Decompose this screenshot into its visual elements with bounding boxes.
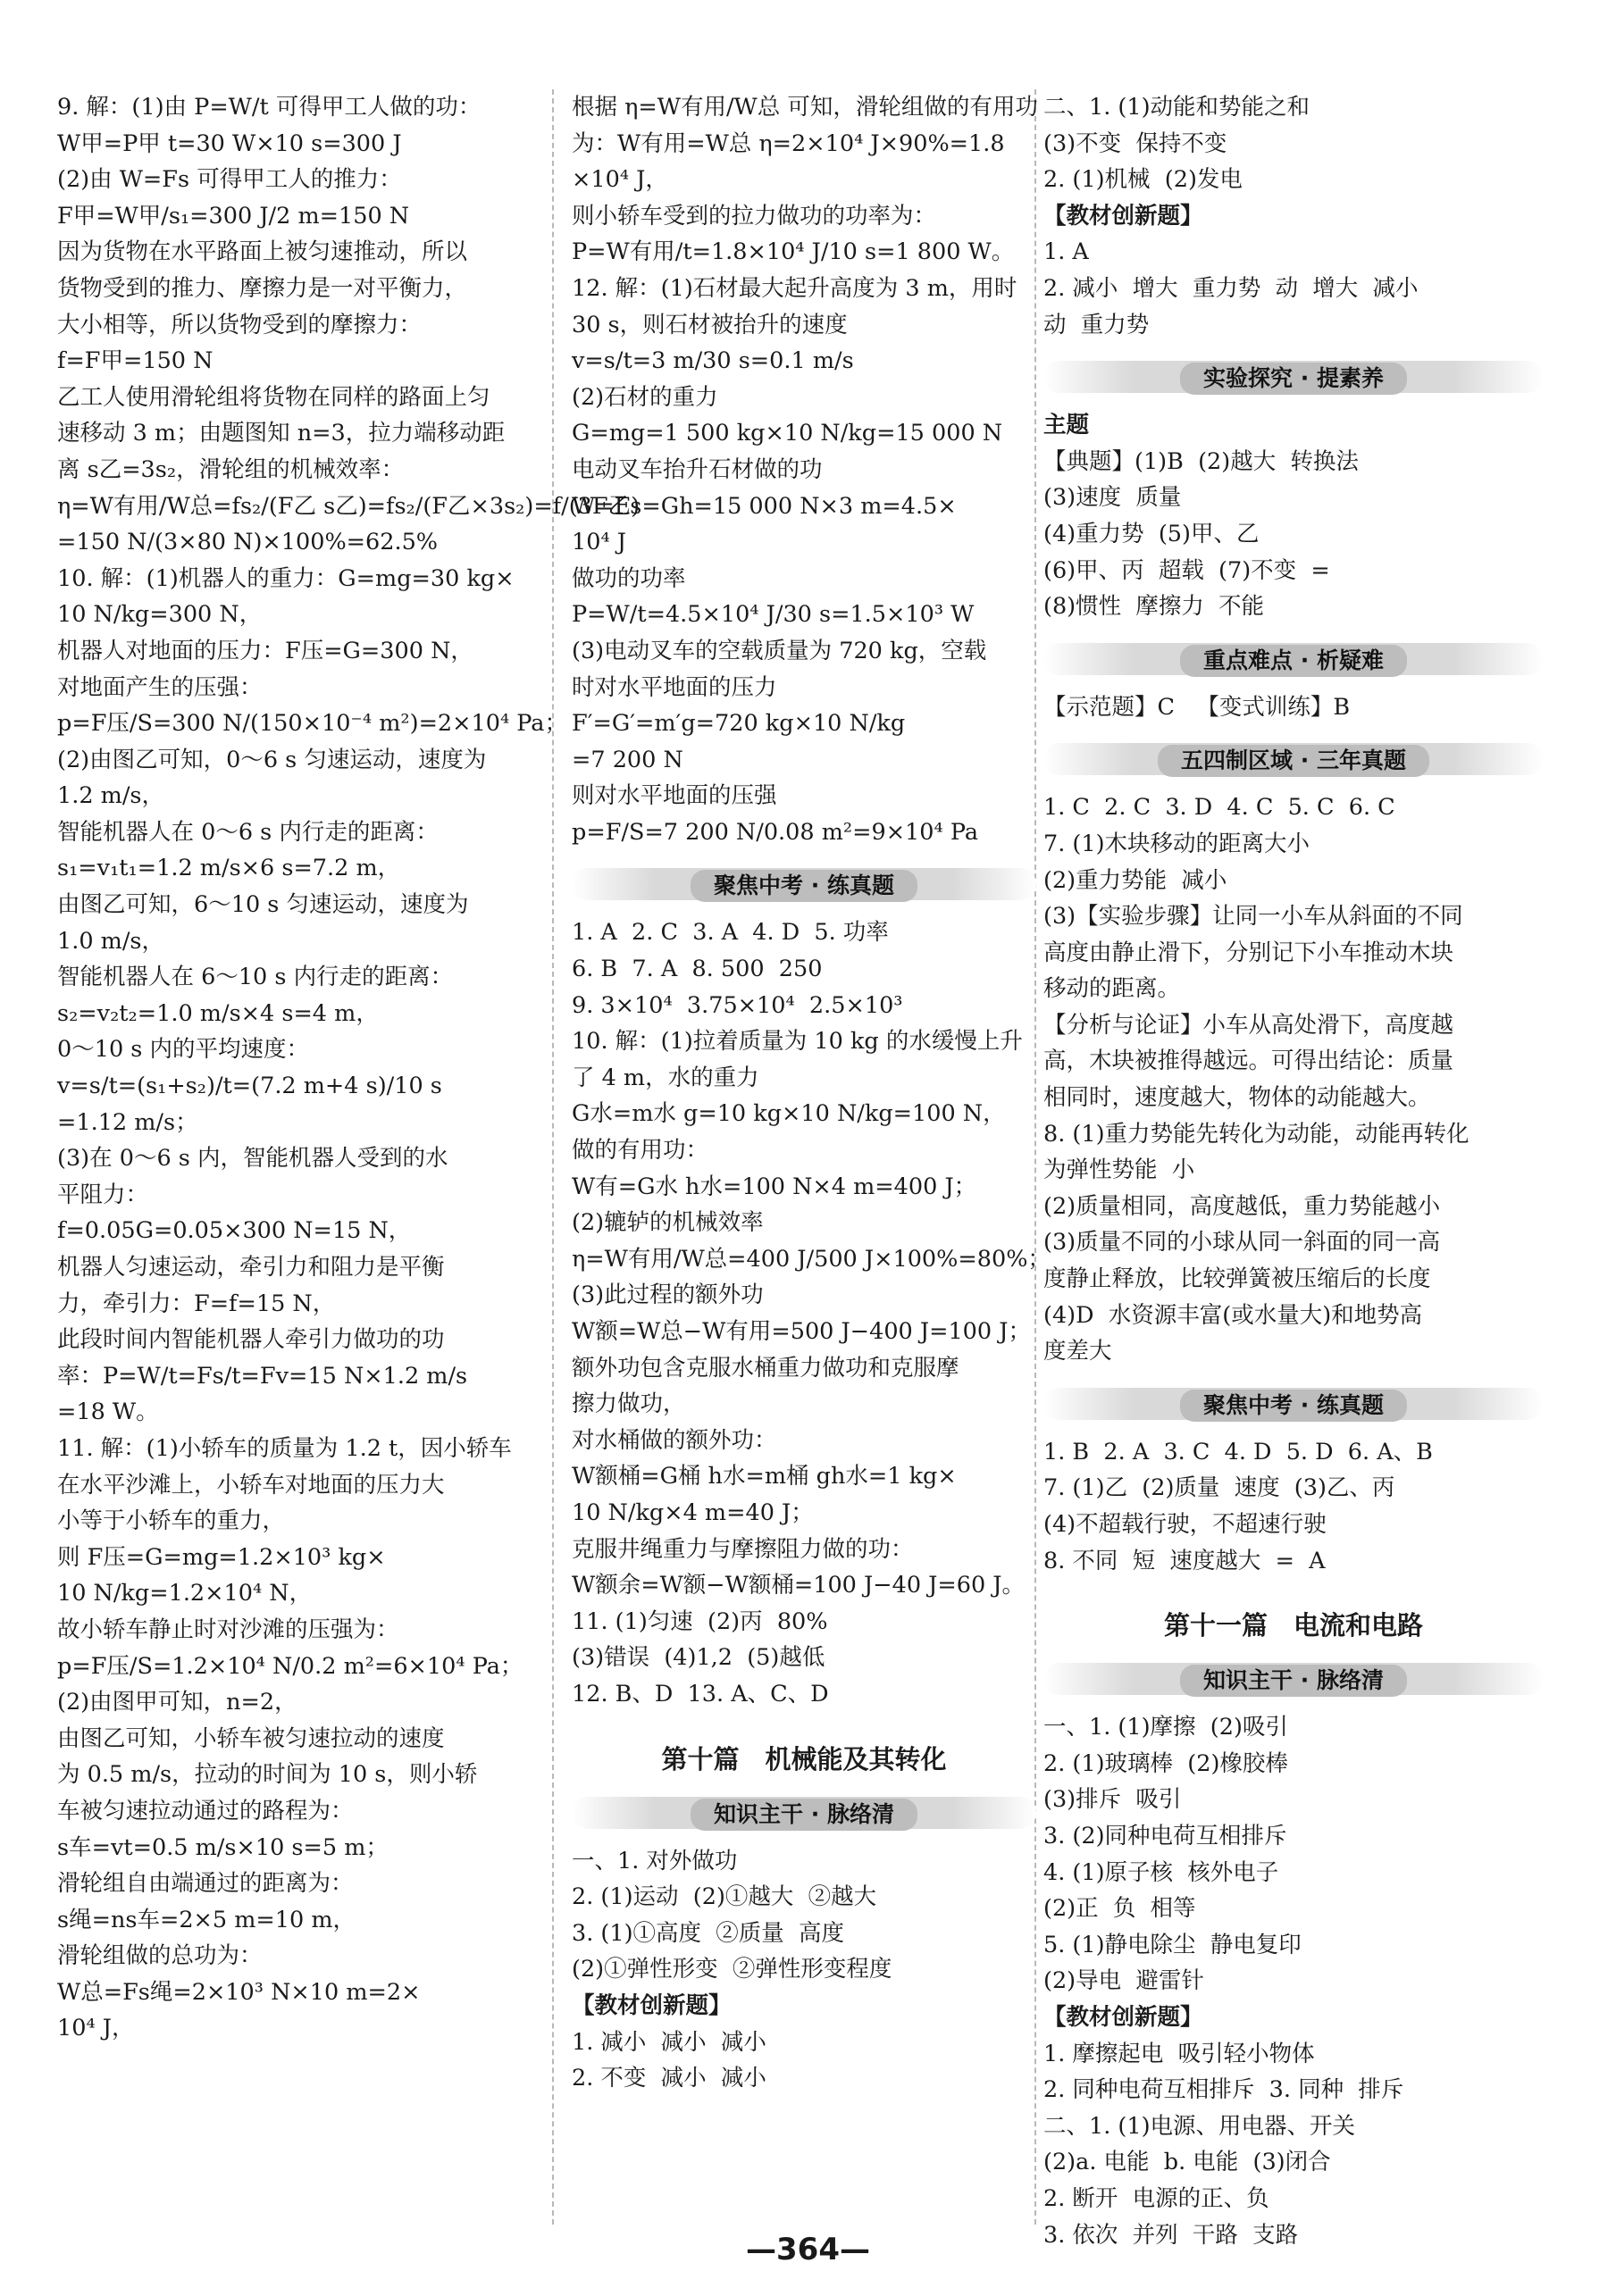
answer-line: 【教材创新题】 xyxy=(572,1991,732,2019)
answer-line: 电动叉车抬升石材做的功 xyxy=(572,455,823,483)
answer-line: 11. 解：(1)小轿车的质量为 1.2 t，因小轿车 xyxy=(57,1434,512,1462)
answer-line: 2. (1)机械 (2)发电 xyxy=(1043,166,1243,194)
answer-line: (4)重力势 (5)甲、乙 xyxy=(1043,520,1260,547)
answer-line: 动 重力势 xyxy=(1043,311,1150,338)
answer-line: F′=G′=m′g=720 kg×10 N/kg xyxy=(572,710,906,738)
answer-line: W=Fs=Gh=15 000 N×3 m=4.5× xyxy=(572,492,957,520)
answer-line: (2)辘轳的机械效率 xyxy=(572,1209,764,1237)
answer-line: (6)甲、丙 超载 (7)不变 = xyxy=(1043,556,1330,584)
answer-line: 克服井绳重力与摩擦阻力做的功： xyxy=(572,1535,914,1563)
answer-line: W额桶=G桶 h水=m桶 gh水=1 kg× xyxy=(572,1463,957,1490)
answer-line: 为弹性势能 小 xyxy=(1043,1156,1195,1184)
answer-line: 10. 解：(1)机器人的重力：G=mg=30 kg× xyxy=(57,564,515,592)
section-banner xyxy=(1043,361,1544,393)
answer-line: 对水桶做的额外功： xyxy=(572,1426,777,1454)
answer-line: 2. (1)玻璃棒 (2)橡胶棒 xyxy=(1043,1749,1288,1777)
answer-line: 力，牵引力：F=f=15 N， xyxy=(57,1290,336,1317)
answer-line: 30 s，则石材被抬升的速度 xyxy=(572,311,848,338)
answer-line: 离 s乙=3s₂，滑轮组的机械效率： xyxy=(57,455,405,483)
answer-line: 小等于小轿车的重力， xyxy=(57,1507,286,1535)
answer-line: 7. (1)乙 (2)质量 速度 (3)乙、丙 xyxy=(1043,1474,1395,1502)
answer-line: 对地面产生的压强： xyxy=(57,673,263,701)
answer-line: 乙工人使用滑轮组将货物在同样的路面上匀 xyxy=(57,383,490,411)
answer-line: 7. (1)木块移动的距离大小 xyxy=(1043,830,1310,857)
answer-line: (2)①弹性形变 ②弹性形变程度 xyxy=(572,1956,892,1983)
answer-line: (2)正 负 相等 xyxy=(1043,1895,1196,1923)
answer-line: f=0.05G=0.05×300 N=15 N， xyxy=(57,1217,412,1245)
answer-line: 做的有用功： xyxy=(572,1137,709,1165)
section-banner-label: 重点难点 · 析疑难 xyxy=(1180,645,1407,677)
section-banner xyxy=(572,1797,1036,1829)
answer-line: 则 F压=G=mg=1.2×10³ kg× xyxy=(57,1543,386,1571)
answer-line: ×10⁴ J， xyxy=(572,166,668,194)
section-banner-label: 实验探究 · 提素养 xyxy=(1180,363,1407,395)
answer-line: 为：W有用=W总 η=2×10⁴ J×90%=1.8 xyxy=(572,129,1005,157)
answer-line: (3)质量不同的小球从同一斜面的同一高 xyxy=(1043,1229,1441,1257)
answer-line: (2)石材的重力 xyxy=(572,383,718,411)
answer-line: (3)电动叉车的空载质量为 720 kg，空载 xyxy=(572,637,987,664)
answer-line: η=W有用/W总=400 J/500 J×100%=80%； xyxy=(572,1245,1051,1273)
answer-line: 3. 依次 并列 干路 支路 xyxy=(1043,2221,1299,2249)
answer-line: 1. A xyxy=(1043,238,1089,266)
answer-line: 移动的距离。 xyxy=(1043,975,1181,1003)
answer-line: 1. B 2. A 3. C 4. D 5. D 6. A、B xyxy=(1043,1438,1433,1465)
answer-line: 6. B 7. A 8. 500 250 xyxy=(572,956,823,983)
answer-line: (3)排斥 吸引 xyxy=(1043,1786,1182,1814)
answer-line: 【典题】(1)B (2)越大 转换法 xyxy=(1043,447,1359,475)
answer-line: 机器人匀速运动，牵引力和阻力是平衡 xyxy=(57,1254,445,1281)
column-divider-1 xyxy=(552,89,554,2225)
answer-line: (4)D 水资源丰富(或水量大)和地势高 xyxy=(1043,1301,1423,1329)
section-banner xyxy=(1043,1663,1544,1695)
answer-line: 滑轮组做的总功为： xyxy=(57,1942,263,1970)
answer-line: 度静止释放，比较弹簧被压缩后的长度 xyxy=(1043,1265,1431,1293)
answer-line: 速移动 3 m；由题图知 n=3，拉力端移动距 xyxy=(57,420,506,447)
answer-line: 滑轮组自由端通过的距离为： xyxy=(57,1870,354,1898)
answer-line: 时对水平地面的压力 xyxy=(572,673,777,701)
answer-line: F甲=W甲/s₁=300 J/2 m=150 N xyxy=(57,202,410,230)
answer-line: 10 N/kg×4 m=40 J； xyxy=(572,1499,814,1526)
answer-line: 10 N/kg=300 N， xyxy=(57,601,263,629)
answer-line: 2. (1)运动 (2)①越大 ②越大 xyxy=(572,1883,877,1911)
answer-line: 1.2 m/s， xyxy=(57,782,165,810)
answer-line: 相同时，速度越大，物体的动能越大。 xyxy=(1043,1084,1431,1112)
answer-line: 为 0.5 m/s，拉动的时间为 10 s，则小轿 xyxy=(57,1761,478,1789)
answer-line: 2. 减小 增大 重力势 动 增大 减小 xyxy=(1043,274,1419,302)
answer-line: 2. 不变 减小 减小 xyxy=(572,2065,766,2092)
answer-line: v=s/t=3 m/30 s=0.1 m/s xyxy=(572,347,854,375)
answer-line: 【教材创新题】 xyxy=(1043,202,1203,230)
answer-line: 10. 解：(1)拉着质量为 10 kg 的水缓慢上升 xyxy=(572,1028,1023,1056)
section-banner-label: 知识主干 · 脉络清 xyxy=(691,1799,917,1831)
answer-line: 二、1. (1)电源、用电器、开关 xyxy=(1043,2112,1356,2140)
answer-line: 1. 减小 减小 减小 xyxy=(572,2028,766,2056)
answer-line: 度差大 xyxy=(1043,1338,1112,1365)
answer-line: 由图乙可知，小轿车被匀速拉动的速度 xyxy=(57,1724,445,1752)
page-number: —364— xyxy=(746,2232,870,2267)
answer-line: s₂=v₂t₂=1.0 m/s×4 s=4 m， xyxy=(57,999,379,1027)
answer-line: (2)a. 电能 b. 电能 (3)闭合 xyxy=(1043,2149,1331,2176)
answer-line: 【分析与论证】小车从高处滑下，高度越 xyxy=(1043,1011,1454,1039)
answer-line: (2)由图甲可知，n=2， xyxy=(57,1689,297,1716)
answer-line: (2)质量相同，高度越低，重力势能越小 xyxy=(1043,1192,1441,1220)
answer-line: 【示范题】C 【变式训练】B xyxy=(1043,693,1351,721)
answer-line: 二、1. (1)动能和势能之和 xyxy=(1043,94,1310,121)
answer-line: 【教材创新题】 xyxy=(1043,2003,1203,2031)
answer-line: s车=vt=0.5 m/s×10 s=5 m； xyxy=(57,1833,389,1861)
answer-line: 1. 摩擦起电 吸引轻小物体 xyxy=(1043,2040,1315,2067)
answer-line: 车被匀速拉动通过的路程为： xyxy=(57,1797,354,1824)
answer-line: W额余=W额−W额桶=100 J−40 J=60 J。 xyxy=(572,1572,1026,1599)
section-banner-label: 知识主干 · 脉络清 xyxy=(1180,1665,1407,1697)
answer-line: 了 4 m，水的重力 xyxy=(572,1064,759,1091)
answer-line: 故小轿车静止时对沙滩的压强为： xyxy=(57,1616,399,1643)
answer-line: W总=Fs绳=2×10³ N×10 m=2× xyxy=(57,1978,421,2006)
answer-line: 高，木块被推得越远。可得出结论：质量 xyxy=(1043,1048,1454,1075)
answer-line: 主题 xyxy=(1043,412,1090,439)
answer-line: 擦力做功， xyxy=(572,1390,686,1418)
answer-line: 机器人对地面的压力：F压=G=300 N， xyxy=(57,637,473,664)
answer-line: 3. (2)同种电荷互相排斥 xyxy=(1043,1822,1287,1849)
answer-line: 因为货物在水平路面上被匀速推动，所以 xyxy=(57,238,468,266)
answer-line: p=F压/S=300 N/(150×10⁻⁴ m²)=2×10⁴ Pa； xyxy=(57,710,568,738)
answer-line: 8. 不同 短 速度越大 = A xyxy=(1043,1547,1326,1574)
answer-line: (3)不变 保持不变 xyxy=(1043,129,1227,157)
answer-line: =18 W。 xyxy=(57,1398,159,1426)
answer-line: 10⁴ J， xyxy=(57,2015,135,2042)
section-banner xyxy=(1043,743,1544,775)
answer-line: 10⁴ J xyxy=(572,529,626,556)
answer-line: 额外功包含克服水桶重力做功和克服摩 xyxy=(572,1354,959,1382)
answer-line: (3)速度 质量 xyxy=(1043,484,1182,512)
answer-line: W甲=P甲 t=30 W×10 s=300 J xyxy=(57,129,402,157)
answer-line: p=F/S=7 200 N/0.08 m²=9×10⁴ Pa xyxy=(572,818,979,846)
answer-line: 2. 断开 电源的正、负 xyxy=(1043,2184,1269,2212)
answer-line: (4)不超载行驶，不超速行驶 xyxy=(1043,1511,1327,1538)
answer-line: (3)错误 (4)1,2 (5)越低 xyxy=(572,1644,825,1672)
answer-line: (2)由图乙可知，0～6 s 匀速运动，速度为 xyxy=(57,746,487,773)
answer-line: P=W有用/t=1.8×10⁴ J/10 s=1 800 W。 xyxy=(572,238,1015,266)
answer-line: p=F压/S=1.2×10⁴ N/0.2 m²=6×10⁴ Pa； xyxy=(57,1652,523,1680)
section-banner-label: 五四制区域 · 三年真题 xyxy=(1158,745,1429,777)
answer-line: 平阻力： xyxy=(57,1181,149,1208)
answer-line: (3)此过程的额外功 xyxy=(572,1282,764,1309)
chapter-title: 第十一篇 电流和电路 xyxy=(1163,1610,1423,1641)
answer-line: 5. (1)静电除尘 静电复印 xyxy=(1043,1931,1302,1958)
answer-line: 智能机器人在 0～6 s 内行走的距离： xyxy=(57,818,439,846)
answer-line: 在水平沙滩上，小轿车对地面的压力大 xyxy=(57,1471,445,1499)
answer-line: 高度由静止滑下，分别记下小车推动木块 xyxy=(1043,939,1454,966)
answer-line: 智能机器人在 6～10 s 内行走的距离： xyxy=(57,964,454,991)
answer-line: η=W有用/W总=fs₂/(F乙 s乙)=fs₂/(F乙×3s₂)=f/(3F乙) xyxy=(57,492,641,520)
answer-line: 8. (1)重力势能先转化为动能，动能再转化 xyxy=(1043,1120,1469,1148)
answer-line: 货物受到的推力、摩擦力是一对平衡力， xyxy=(57,274,468,302)
answer-line: 则对水平地面的压强 xyxy=(572,782,777,810)
answer-line: (8)惯性 摩擦力 不能 xyxy=(1043,593,1265,621)
answer-line: 由图乙可知，6～10 s 匀速运动，速度为 xyxy=(57,891,469,919)
answer-line: =7 200 N xyxy=(572,746,683,773)
answer-line: 10 N/kg=1.2×10⁴ N， xyxy=(57,1580,313,1607)
answer-line: 9. 解：(1)由 P=W/t 可得甲工人做的功： xyxy=(57,94,481,121)
column-2 xyxy=(572,89,1051,2097)
answer-line: 9. 3×10⁴ 3.75×10⁴ 2.5×10³ xyxy=(572,991,903,1019)
chapter-title: 第十篇 机械能及其转化 xyxy=(661,1743,947,1774)
answer-line: 一、1. 对外做功 xyxy=(572,1847,738,1874)
answer-line: =1.12 m/s； xyxy=(57,1108,198,1136)
answer-line: f=F甲=150 N xyxy=(57,347,214,375)
answer-line: 12. 解：(1)石材最大起升高度为 3 m，用时 xyxy=(572,274,1017,302)
answer-line: W有=G水 h水=100 N×4 m=400 J； xyxy=(572,1173,977,1200)
answer-line: 根据 η=W有用/W总 可知，滑轮组做的有用功 xyxy=(572,94,1038,121)
answer-line: 2. 同种电荷互相排斥 3. 同种 排斥 xyxy=(1043,2076,1404,2104)
answer-line: s₁=v₁t₁=1.2 m/s×6 s=7.2 m， xyxy=(57,855,401,882)
answer-line: 此段时间内智能机器人牵引力做功的功 xyxy=(57,1326,445,1354)
answer-line: s绳=ns车=2×5 m=10 m， xyxy=(57,1906,356,1933)
answer-line: 做功的功率 xyxy=(572,564,686,592)
column-3 xyxy=(1043,89,1544,2253)
answer-line: (2)由 W=Fs 可得甲工人的推力： xyxy=(57,166,402,194)
answer-line: 4. (1)原子核 核外电子 xyxy=(1043,1858,1279,1886)
answer-line: W额=W总−W有用=500 J−400 J=100 J； xyxy=(572,1318,1031,1345)
section-banner-label: 聚焦中考 · 练真题 xyxy=(1180,1390,1407,1422)
answer-line: 1. C 2. C 3. D 4. C 5. C 6. C xyxy=(1043,794,1395,822)
answer-line: v=s/t=(s₁+s₂)/t=(7.2 m+4 s)/10 s xyxy=(57,1073,442,1100)
answer-line: 则小轿车受到的拉力做功的功率为： xyxy=(572,202,937,230)
answer-line: P=W/t=4.5×10⁴ J/30 s=1.5×10³ W xyxy=(572,601,975,629)
answer-line: G=mg=1 500 kg×10 N/kg=15 000 N xyxy=(572,420,1003,447)
answer-line: 一、1. (1)摩擦 (2)吸引 xyxy=(1043,1714,1288,1741)
section-banner xyxy=(1043,643,1544,675)
section-banner xyxy=(1043,1388,1544,1420)
answer-line: 率：P=W/t=Fs/t=Fv=15 N×1.2 m/s xyxy=(57,1362,468,1390)
answer-line: 1.0 m/s， xyxy=(57,927,165,955)
section-banner-label: 聚焦中考 · 练真题 xyxy=(691,870,917,902)
answer-line: G水=m水 g=10 kg×10 N/kg=100 N， xyxy=(572,1100,1006,1128)
answer-line: (2)导电 避雷针 xyxy=(1043,1967,1204,1995)
answer-line: (3)在 0～6 s 内，智能机器人受到的水 xyxy=(57,1145,448,1173)
answer-line: 3. (1)①高度 ②质量 高度 xyxy=(572,1919,844,1947)
answer-line: 0～10 s 内的平均速度： xyxy=(57,1036,309,1064)
answer-line: =150 N/(3×80 N)×100%=62.5% xyxy=(57,529,439,556)
answer-line: 1. A 2. C 3. A 4. D 5. 功率 xyxy=(572,919,889,947)
answer-line: (2)重力势能 减小 xyxy=(1043,866,1227,894)
answer-line: 12. B、D 13. A、C、D xyxy=(572,1680,829,1707)
answer-line: (3)【实验步骤】让同一小车从斜面的不同 xyxy=(1043,903,1463,931)
answer-line: 11. (1)匀速 (2)丙 80% xyxy=(572,1607,828,1635)
section-banner xyxy=(572,868,1036,900)
answer-line: 大小相等，所以货物受到的摩擦力： xyxy=(57,311,423,338)
